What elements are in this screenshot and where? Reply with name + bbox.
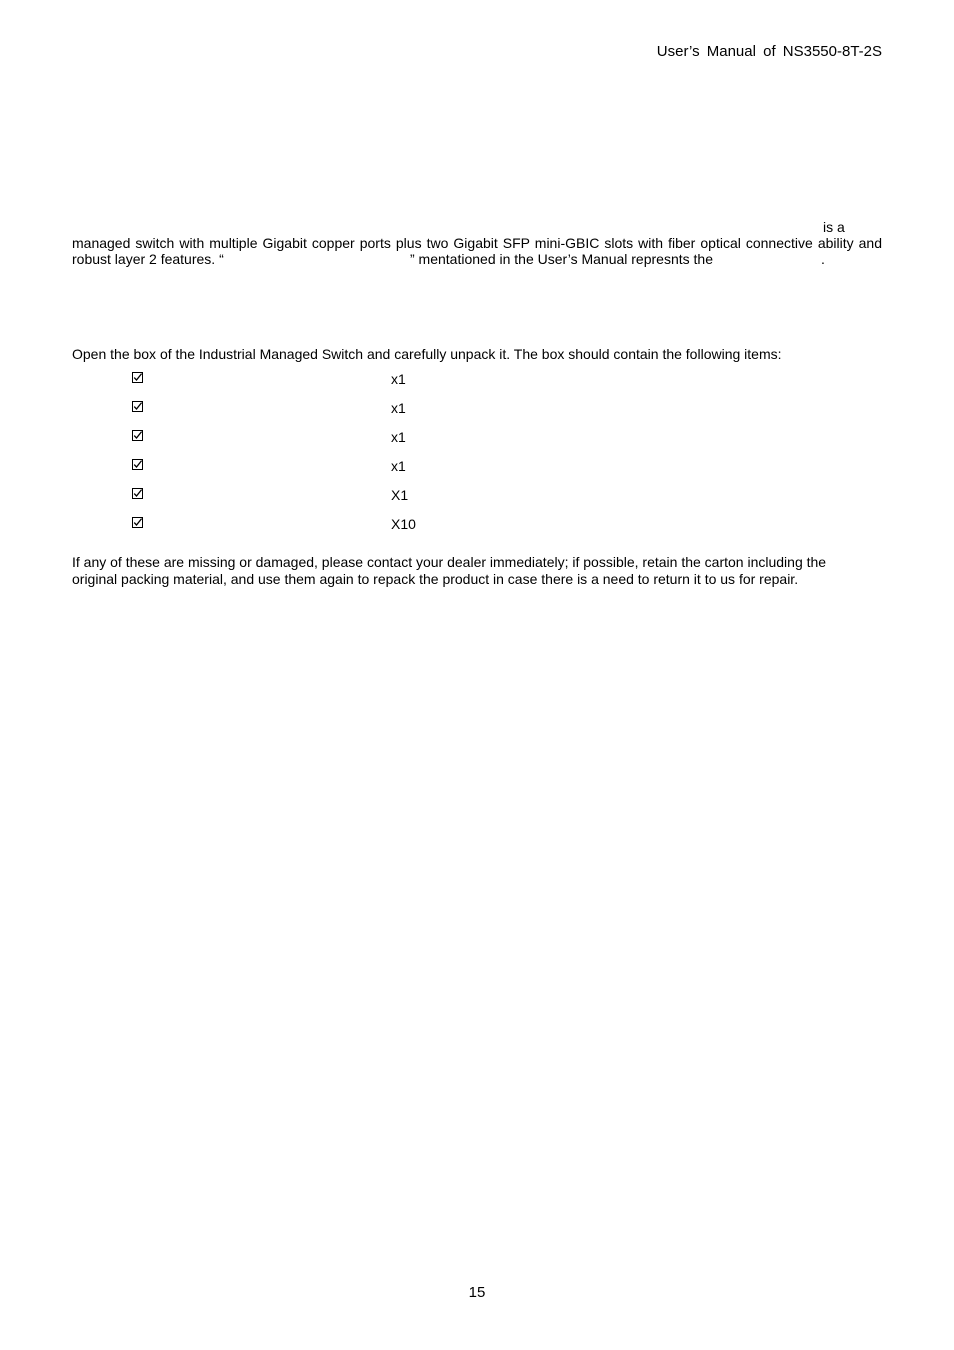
closing-paragraph (72, 554, 872, 588)
intro-line3-part3: . (821, 251, 825, 267)
list-item (132, 400, 452, 429)
checkbox-checked-icon (132, 488, 143, 499)
intro-line2: managed switch with multiple Gigabit copper ports plus two Gigabit SFP mini-GBIC slots with fiber optical connective ability and (72, 235, 882, 251)
list-item (132, 487, 452, 516)
checkbox-checked-icon (132, 372, 143, 383)
item-quantity: x1 (391, 429, 406, 445)
item-quantity: x1 (391, 371, 406, 387)
package-contents-intro: Open the box of the Industrial Managed Switch and carefully unpack it. The box should contain the following items: (72, 346, 782, 362)
closing-line2: original packing material, and use them again to repack the product in case there is a need to return it to us for repair. (72, 571, 799, 587)
list-item (132, 516, 452, 545)
item-quantity: x1 (391, 400, 406, 416)
intro-line3-part2: ” mentationed in the User’s Manual represnts the (410, 251, 713, 267)
item-quantity: X10 (391, 516, 416, 532)
checkbox-checked-icon (132, 459, 143, 470)
page-header: User’s Manual of NS3550-8T-2S (656, 43, 882, 60)
item-quantity: X1 (391, 487, 409, 503)
checkbox-checked-icon (132, 401, 143, 412)
list-item (132, 458, 452, 487)
list-item (132, 371, 452, 400)
closing-line1: If any of these are missing or damaged, please contact your dealer immediately; if possible, retain the carton including the (72, 554, 827, 570)
intro-line1-tail: is a (823, 219, 845, 235)
checkbox-checked-icon (132, 430, 143, 441)
page-number: 15 (468, 1284, 486, 1301)
intro-line3-part1: robust layer 2 features. “ (72, 251, 224, 267)
checkbox-checked-icon (132, 517, 143, 528)
package-contents-list (132, 371, 452, 545)
list-item (132, 429, 452, 458)
item-quantity: x1 (391, 458, 406, 474)
